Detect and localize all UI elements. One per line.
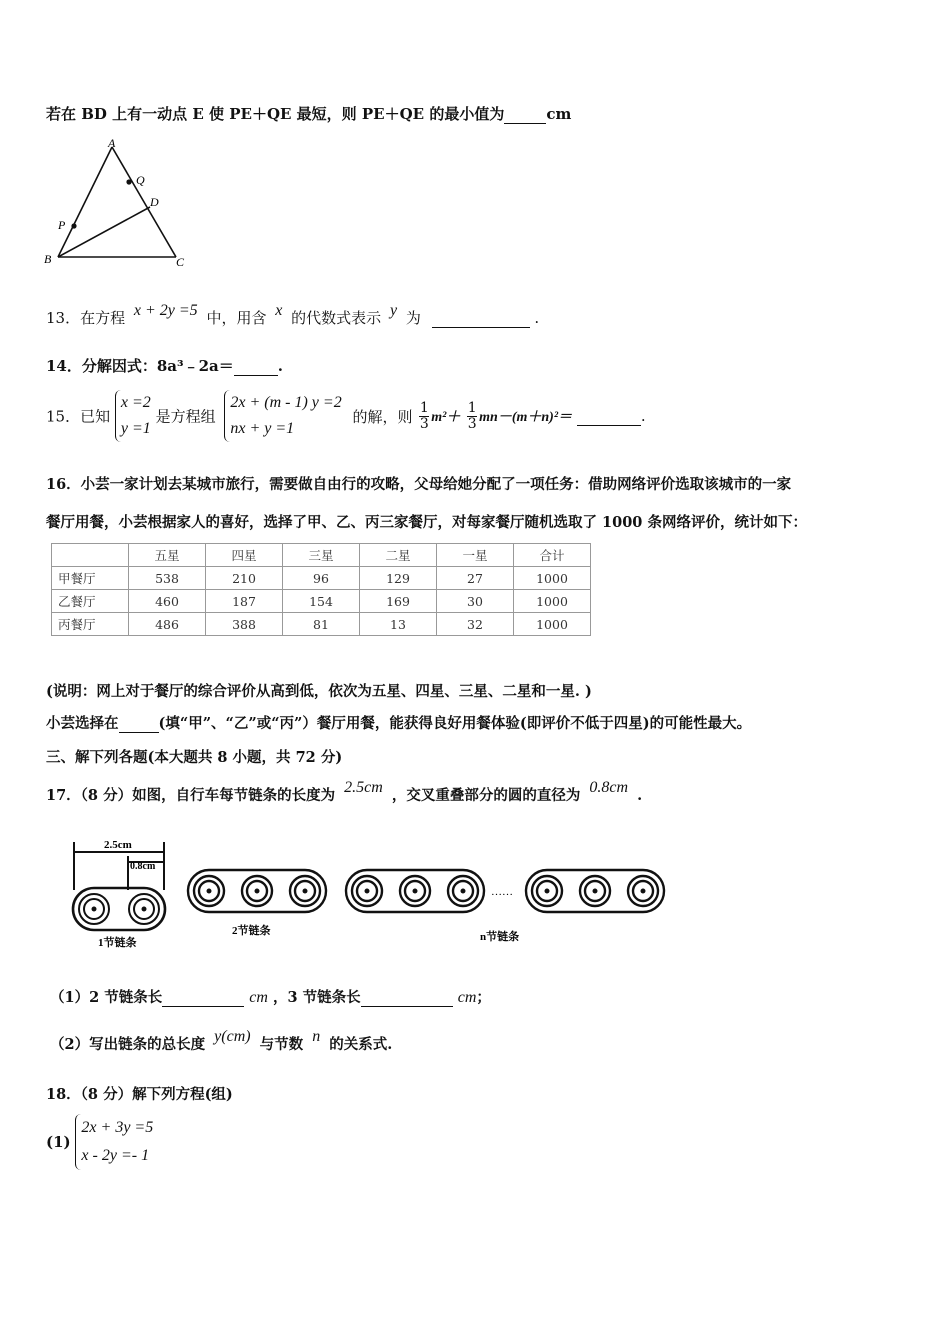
table-row	[52, 590, 591, 613]
table-header: 四星	[206, 544, 283, 567]
section-3-heading: 三、解下列各题(本大题共 8 小题，共 72 分)	[46, 749, 343, 766]
row-label: 甲餐厅	[52, 567, 129, 590]
q15-term2: mn－(m＋n)²＝	[479, 410, 573, 425]
q17-diameter: 0.8cm	[589, 779, 629, 796]
q17-blank-2-links[interactable]	[162, 989, 244, 1007]
q15-term1: m²＋	[431, 410, 461, 425]
q15-equation-system	[224, 390, 341, 442]
label-b: B	[44, 252, 52, 266]
table-cell: 187	[206, 590, 283, 613]
q16-answer-blank[interactable]	[119, 715, 159, 733]
q15-mid: 是方程组	[155, 407, 216, 426]
table-cell: 1000	[514, 567, 591, 590]
q13-equation: x + 2y =5	[133, 302, 198, 319]
q14-line	[46, 355, 283, 376]
table-cell: 129	[360, 567, 437, 590]
q15-sol1: x =2	[120, 394, 151, 411]
table-row	[52, 567, 591, 590]
q17-part2: （2）写出链条的总长度 y(cm) 与节数 n 的关系式.	[50, 1028, 393, 1053]
table-cell: 1000	[514, 613, 591, 636]
label-a: A	[108, 136, 116, 150]
segment-bd	[58, 207, 150, 257]
q17-length: 2.5cm	[344, 779, 383, 796]
q18-eq2: x - 2y =- 1	[81, 1147, 150, 1164]
q13-var-x: x	[275, 302, 283, 319]
q12-answer-blank[interactable]	[504, 105, 546, 124]
table-cell: 388	[206, 613, 283, 636]
table-cell: 81	[283, 613, 360, 636]
q17-blank-3-links[interactable]	[361, 989, 453, 1007]
q13-end: 为	[405, 309, 421, 327]
table-cell: 32	[437, 613, 514, 636]
q13-mid2: 的代数式表示	[291, 309, 382, 327]
side-ac	[112, 147, 176, 257]
q15-eq2: nx + y =1	[230, 420, 295, 437]
triangle-figure	[40, 135, 200, 270]
q15-prefix: 15．已知	[46, 407, 111, 426]
q18-title: 18．（8 分）解下列方程(组)	[46, 1086, 233, 1103]
table-header-row	[52, 544, 591, 567]
q18-part1: (1) 2x + 3y =5 x - 2y =- 1	[46, 1114, 153, 1170]
table-cell: 538	[129, 567, 206, 590]
label-c: C	[176, 255, 185, 269]
chain-figure	[60, 832, 680, 952]
table-cell: 154	[283, 590, 360, 613]
table-cell: 460	[129, 590, 206, 613]
q15-answer-blank[interactable]	[577, 407, 641, 426]
ratings-table	[51, 543, 591, 636]
table-row	[52, 613, 591, 636]
table-cell: 169	[360, 590, 437, 613]
q16-line1: 16．小芸一家计划去某城市旅行，需要做自由行的攻略，父母给她分配了一项任务：借助网络评价选取该城市的一家	[46, 476, 792, 493]
label-1-link: 1节链条	[98, 937, 137, 949]
table-cell: 210	[206, 567, 283, 590]
q13-period: .	[534, 309, 540, 327]
q17-part1: （1）2 节链条长 cm ，3 节链条长 cm；	[50, 989, 491, 1006]
q15-sol2: y =1	[120, 420, 151, 437]
q12-text: 若在 BD 上有一动点 E 使 PE＋QE 最短，则 PE＋QE 的最小值为	[46, 105, 505, 123]
q15-fraction-2: $\frac{1}{3}$	[467, 399, 477, 432]
q15-fraction-1: $\frac{1}{3}$	[419, 399, 429, 432]
dim-outer-label: 2.5cm	[104, 839, 132, 851]
q14-text: 14．分解因式：8a³﹣2a＝	[46, 357, 234, 375]
q15-line	[46, 390, 646, 442]
q15-mid2: 的解，则	[352, 407, 413, 426]
label-p: P	[58, 218, 66, 232]
point-p	[71, 223, 76, 228]
table-cell: 1000	[514, 590, 591, 613]
q18-equation-system	[75, 1114, 153, 1170]
label-d: D	[150, 195, 159, 209]
q12-unit: cm	[546, 105, 572, 123]
table-header: 一星	[437, 544, 514, 567]
q13-mid: 中，用含	[206, 309, 267, 327]
side-ab	[58, 147, 112, 257]
table-cell: 13	[360, 613, 437, 636]
label-q: Q	[136, 173, 145, 187]
q15-solution-system	[115, 390, 151, 442]
table-header: 二星	[360, 544, 437, 567]
q16-note: (说明：网上对于餐厅的综合评价从高到低，依次为五星、四星、三星、二星和一星. )	[46, 683, 592, 700]
q13-var-y: y	[389, 302, 398, 319]
table-header: 五星	[129, 544, 206, 567]
q15-period: .	[640, 407, 646, 425]
table-cell: 30	[437, 590, 514, 613]
q12-line	[46, 103, 571, 124]
row-label: 丙餐厅	[52, 613, 129, 636]
label-2-link: 2节链条	[232, 925, 271, 937]
table-header: 三星	[283, 544, 360, 567]
q14-period: .	[277, 357, 283, 375]
q16-question: 小芸选择在 (填“甲”、“乙”或“丙”）餐厅用餐，能获得良好用餐体验(即评价不低于四星)的可能性最大。	[46, 715, 752, 732]
q14-answer-blank[interactable]	[234, 357, 278, 376]
dim-inner-label: 0.8cm	[130, 861, 156, 872]
q16-line2: 餐厅用餐，小芸根据家人的喜好，选择了甲、乙、丙三家餐厅，对每家餐厅随机选取了 1000 条网络评价，统计如下：	[46, 514, 807, 531]
table-cell: 96	[283, 567, 360, 590]
label-n-link: n节链条	[480, 931, 520, 943]
table-cell: 486	[129, 613, 206, 636]
q13-line	[46, 302, 540, 328]
row-label: 乙餐厅	[52, 590, 129, 613]
table-header: 合计	[514, 544, 591, 567]
q15-eq1: 2x + (m - 1) y =2	[230, 394, 342, 411]
q17-line: 17．（8 分）如图，自行车每节链条的长度为 2.5cm ，交叉重叠部分的圆的直径为 0.8cm .	[46, 779, 643, 804]
q13-answer-blank[interactable]	[432, 309, 530, 328]
table-cell: 27	[437, 567, 514, 590]
q13-num: 13．在方程	[46, 309, 126, 327]
ellipsis: ……	[491, 886, 513, 898]
point-q	[126, 179, 131, 184]
q18-eq1: 2x + 3y =5	[81, 1119, 154, 1136]
